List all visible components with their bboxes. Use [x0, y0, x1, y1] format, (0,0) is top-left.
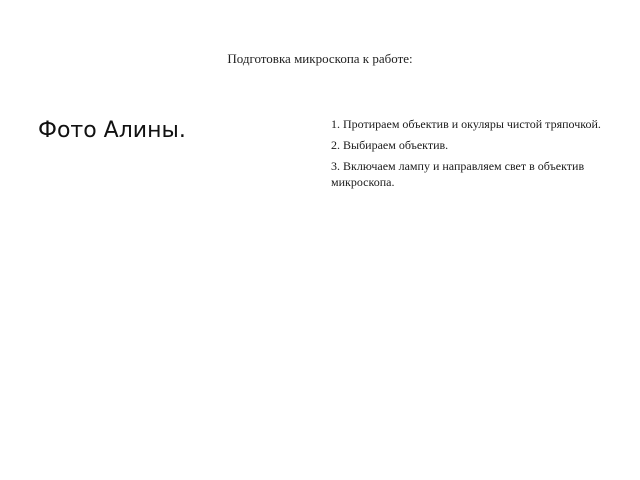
steps-list — [331, 116, 606, 195]
step-item: 1. Протираем объектив и окуляры чистой тряпочкой. — [331, 117, 601, 131]
photo-caption: Фото Алины. — [38, 118, 186, 143]
step-item: 2. Выбираем объектив. — [331, 138, 449, 152]
slide-title: Подготовка микроскопа к работе: — [227, 51, 413, 66]
step-item: 3. Включаем лампу и направляем свет в объектив микроскопа. — [331, 159, 585, 189]
